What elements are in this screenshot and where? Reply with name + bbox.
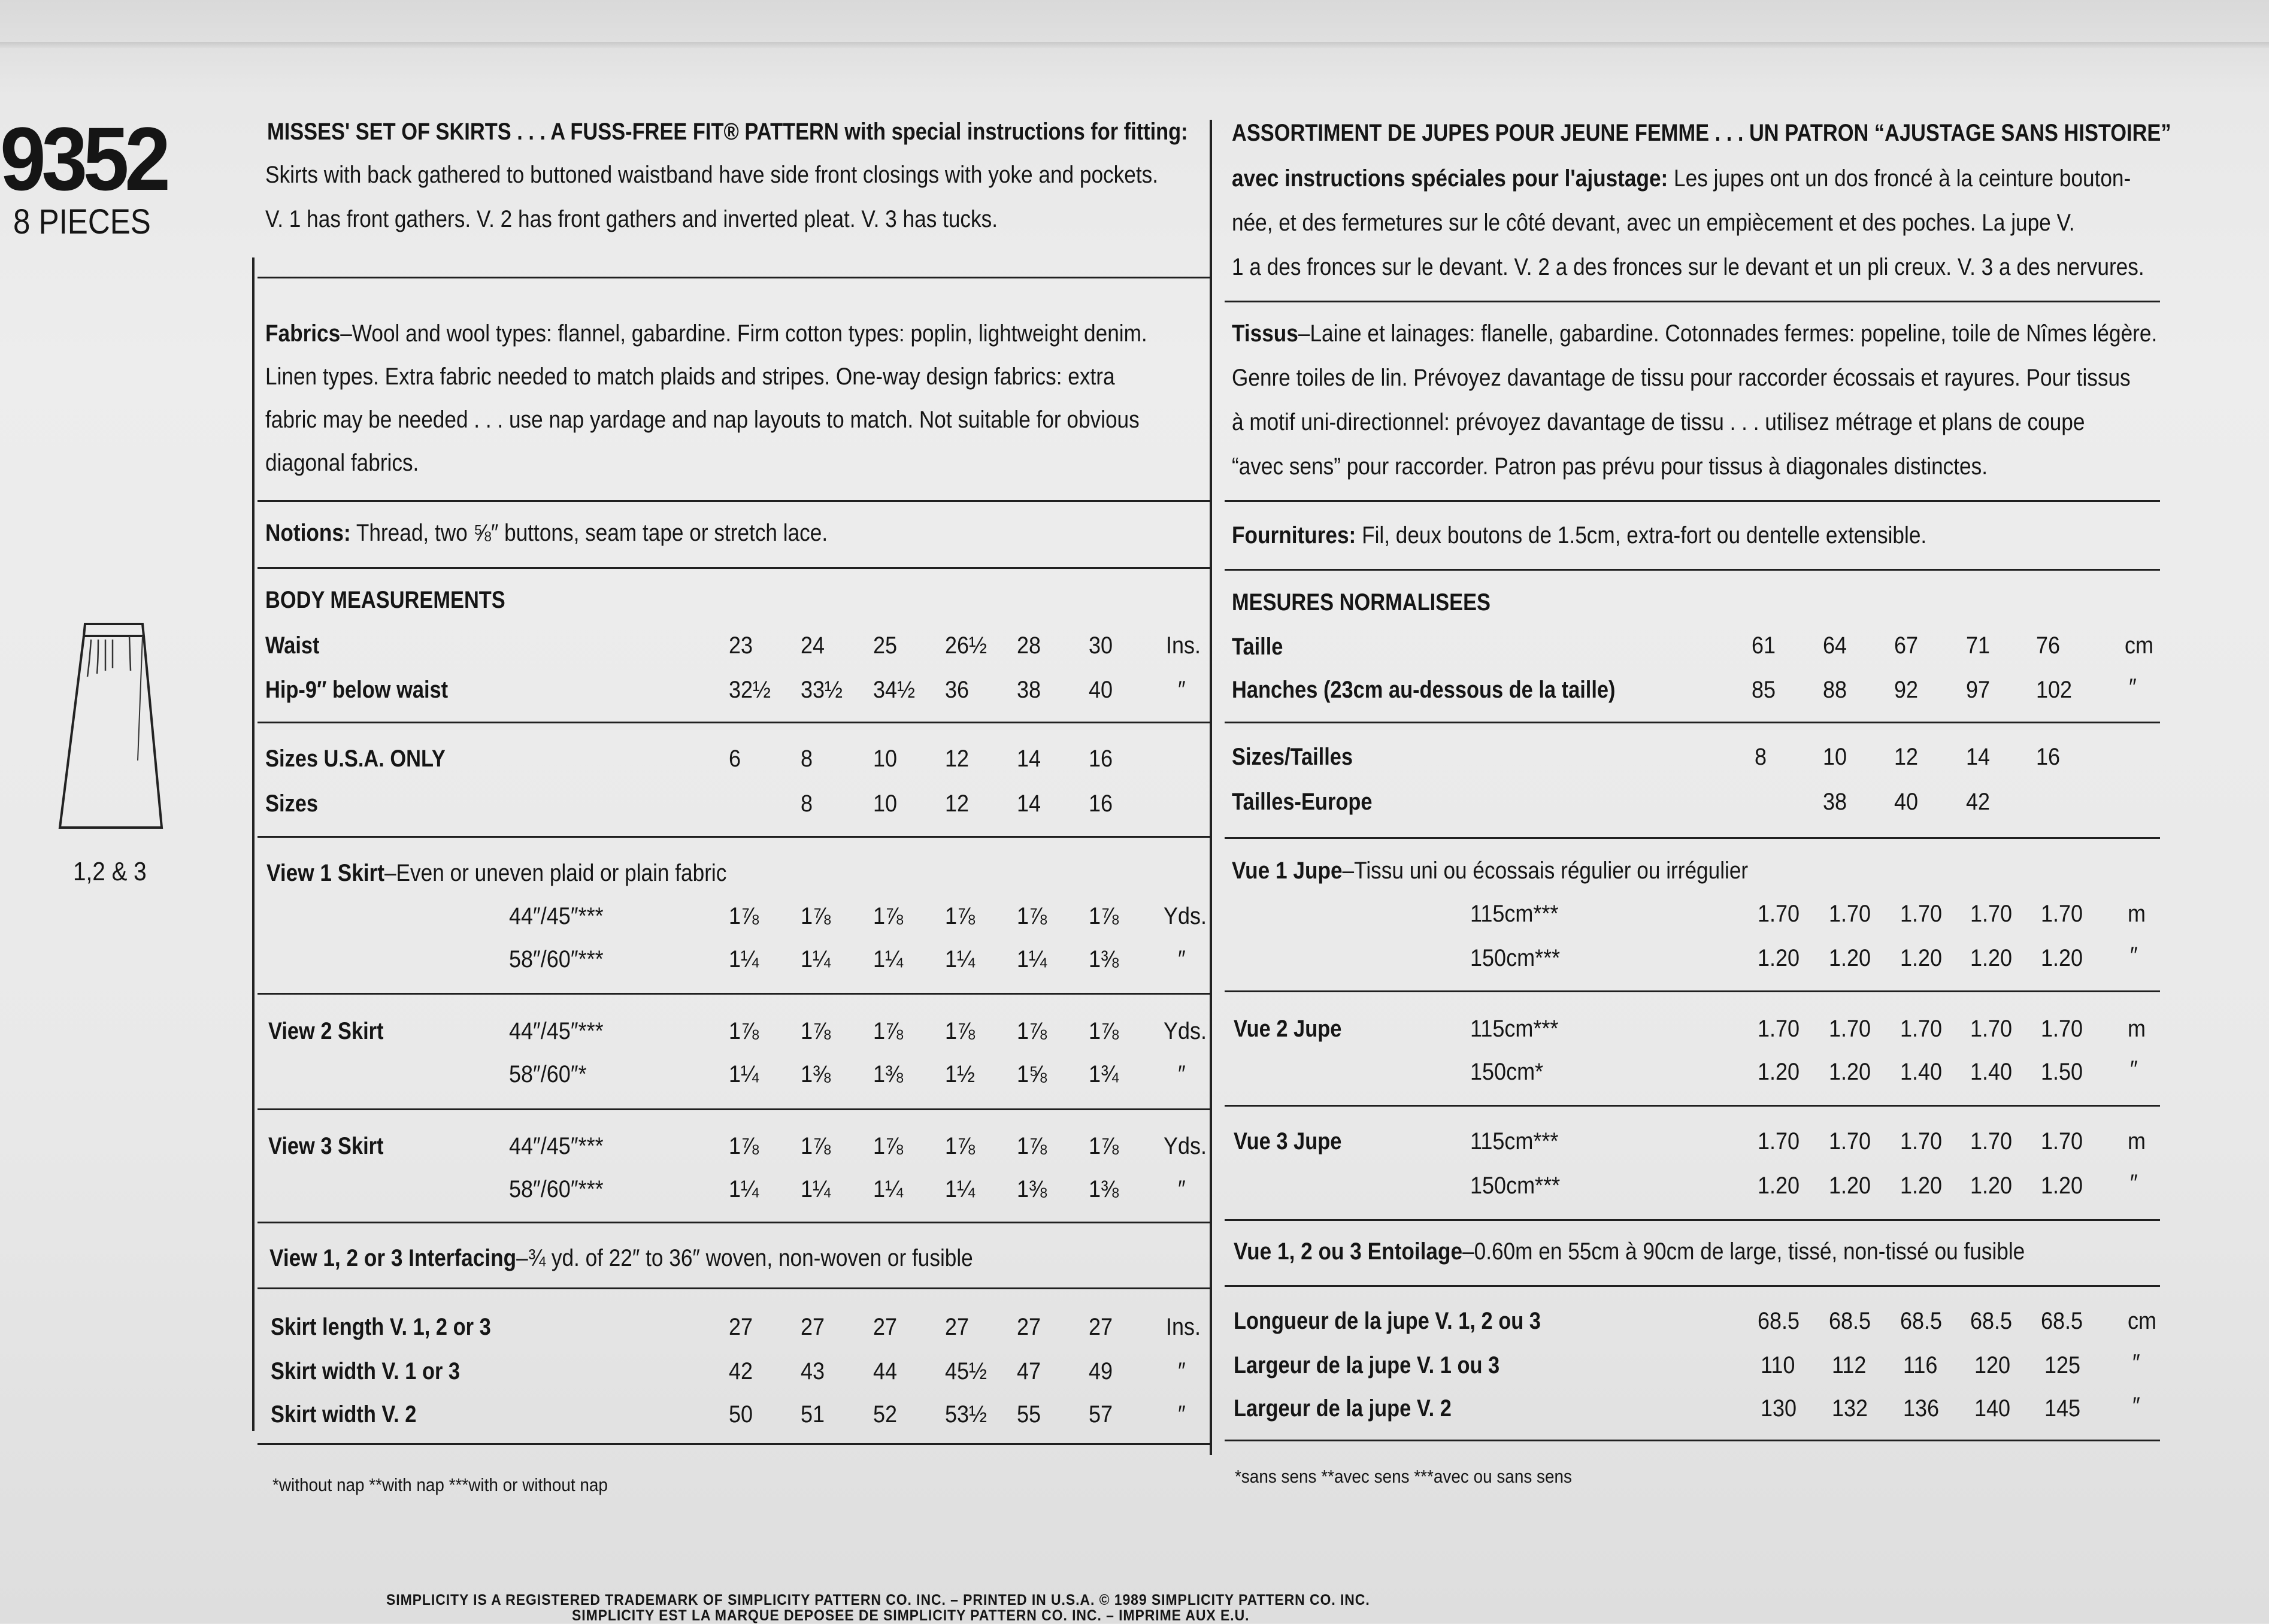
en-hip-value: 33½ bbox=[801, 677, 843, 703]
en-size-usa: 12 bbox=[945, 746, 970, 772]
en-ins-unit: Ins. bbox=[1166, 1314, 1201, 1340]
en-notions-label: Notions: bbox=[265, 520, 351, 546]
en-view1-44-value: 1⅞ bbox=[873, 903, 904, 929]
fr-hip-value: 102 bbox=[2036, 677, 2073, 703]
fr-hip-value: 85 bbox=[1752, 677, 1776, 703]
en-waist-value: 30 bbox=[1089, 632, 1113, 659]
en-view1-44-value: 1⅞ bbox=[1089, 903, 1119, 929]
fr-width-150: 150cm*** bbox=[1470, 945, 1561, 971]
en-view3-58-value: 1¼ bbox=[801, 1176, 831, 1202]
en-width13-value: 45½ bbox=[945, 1358, 987, 1384]
en-hip-value: 38 bbox=[1017, 677, 1041, 703]
fr-europe-size: 42 bbox=[1966, 789, 1991, 815]
fr-hip-value: 88 bbox=[1823, 677, 1847, 703]
fr-notions-label: Fournitures: bbox=[1232, 522, 1356, 549]
fr-divider bbox=[1225, 837, 2160, 839]
en-view1-58-value: 1¼ bbox=[801, 946, 831, 972]
fr-divider bbox=[1225, 990, 2160, 992]
fr-m-unit: m bbox=[2128, 901, 2146, 927]
fr-view3-115-value: 1.70 bbox=[1900, 1128, 1943, 1155]
en-width2-value: 52 bbox=[873, 1401, 898, 1428]
fr-view1-150-value: 1.20 bbox=[1900, 945, 1943, 971]
en-ditto: ″ bbox=[1178, 1401, 1186, 1428]
en-view1-44-value: 1⅞ bbox=[801, 903, 831, 929]
fr-view3-115-value: 1.70 bbox=[1758, 1128, 1800, 1155]
en-width-58: 58″/60″*** bbox=[509, 1176, 604, 1202]
en-notions-text: Thread, two ⅝″ buttons, seam tape or stretch lace. bbox=[356, 520, 828, 546]
en-length-value: 27 bbox=[873, 1314, 898, 1340]
en-view1-58-value: 1¼ bbox=[945, 946, 976, 972]
fr-view2-150-value: 1.50 bbox=[2041, 1059, 2083, 1085]
fr-width13-value: 116 bbox=[1903, 1352, 1938, 1378]
fr-length-value: 68.5 bbox=[2041, 1308, 2083, 1334]
en-fabrics-line: diagonal fabrics. bbox=[265, 450, 419, 476]
en-view1-44-value: 1⅞ bbox=[729, 903, 759, 929]
fr-ditto: ″ bbox=[2130, 943, 2138, 969]
en-view1-desc: –Even or uneven plaid or plain fabric bbox=[384, 860, 727, 886]
fr-width-115: 115cm*** bbox=[1470, 1128, 1559, 1155]
en-size: 12 bbox=[945, 790, 970, 817]
fr-notions bbox=[1232, 521, 1926, 550]
en-view3-58-value: 1¼ bbox=[945, 1176, 976, 1202]
fr-view3-115-value: 1.70 bbox=[1829, 1128, 1871, 1155]
fr-fabrics-line: Genre toiles de lin. Prévoyez davantage de tissu pour raccorder écossais et rayures. Pour tissus bbox=[1232, 365, 2131, 391]
en-view2-58-value: 1¾ bbox=[1089, 1061, 1119, 1087]
fr-divider bbox=[1225, 500, 2160, 502]
en-view1-44-value: 1⅞ bbox=[1017, 903, 1047, 929]
fr-width13-value: 110 bbox=[1761, 1352, 1795, 1378]
en-intro-heading: MISSES' SET OF SKIRTS . . . A FUSS-FREE FIT® PATTERN with special instructions for fitting: bbox=[267, 119, 1188, 145]
fr-view2-115-value: 1.70 bbox=[1900, 1016, 1943, 1042]
fr-view2-150-value: 1.40 bbox=[1900, 1059, 1943, 1085]
en-width13-value: 49 bbox=[1089, 1358, 1113, 1384]
en-width-58-star: 58″/60″* bbox=[509, 1061, 587, 1087]
en-view2-58-value: 1½ bbox=[945, 1061, 976, 1087]
en-size: 10 bbox=[873, 790, 898, 817]
fr-size: 8 bbox=[1755, 744, 1767, 770]
fr-view1-heading bbox=[1232, 856, 1748, 885]
en-width2-value: 55 bbox=[1017, 1401, 1041, 1428]
en-fabrics-line bbox=[265, 319, 1147, 348]
fr-size: 14 bbox=[1966, 744, 1991, 770]
fr-view1-150-value: 1.20 bbox=[1758, 945, 1800, 971]
en-length-value: 27 bbox=[801, 1314, 825, 1340]
en-size-usa: 16 bbox=[1089, 746, 1113, 772]
en-ditto: ″ bbox=[1178, 946, 1186, 972]
en-view3-44-value: 1⅞ bbox=[1089, 1133, 1119, 1159]
fr-width13-label: Largeur de la jupe V. 1 ou 3 bbox=[1234, 1352, 1500, 1378]
en-fabrics-text: –Wool and wool types: flannel, gabardine. Firm cotton types: poplin, lightweight denim. bbox=[340, 320, 1147, 347]
en-width2-value: 50 bbox=[729, 1401, 753, 1428]
en-yds-unit: Yds. bbox=[1164, 1018, 1207, 1044]
en-divider bbox=[258, 500, 1210, 502]
en-length-value: 27 bbox=[729, 1314, 753, 1340]
en-waist-label: Waist bbox=[265, 632, 320, 659]
fr-cm-unit: cm bbox=[2125, 632, 2153, 659]
fr-view2-115-value: 1.70 bbox=[1829, 1016, 1871, 1042]
en-size: 14 bbox=[1017, 790, 1041, 817]
en-yds-unit: Yds. bbox=[1164, 1133, 1207, 1159]
fr-europe-size: 40 bbox=[1894, 789, 1919, 815]
footer-trademark-en: SIMPLICITY IS A REGISTERED TRADEMARK OF SIMPLICITY PATTERN CO. INC. – PRINTED IN U.S.A. © 1989 SIMPLICITY PATTERN CO. INC. bbox=[386, 1592, 1370, 1608]
en-width13-label: Skirt width V. 1 or 3 bbox=[271, 1358, 461, 1384]
en-size-usa: 6 bbox=[729, 746, 741, 772]
en-view2-44-value: 1⅞ bbox=[945, 1018, 976, 1044]
fr-width2-value: 140 bbox=[1974, 1395, 2011, 1422]
fr-fabrics-line: à motif uni-directionnel: prévoyez davantage de tissu . . . utilisez métrage et plans de coupe bbox=[1232, 409, 2085, 435]
fr-intro-text: Les jupes ont un dos froncé à la ceinture bouton- bbox=[1668, 165, 2131, 192]
en-hip-value: 34½ bbox=[873, 677, 916, 703]
fr-ditto: ″ bbox=[2130, 1056, 2138, 1083]
fr-divider bbox=[1225, 1285, 2160, 1287]
en-view2-58-value: 1⅝ bbox=[1017, 1061, 1047, 1087]
fr-length-value: 68.5 bbox=[1970, 1308, 2013, 1334]
fr-size: 16 bbox=[2036, 744, 2061, 770]
en-divider bbox=[258, 722, 1210, 723]
en-ditto: ″ bbox=[1178, 1061, 1186, 1087]
fr-interfacing bbox=[1234, 1237, 2025, 1266]
fr-waist-value: 67 bbox=[1894, 632, 1919, 659]
en-view2-label: View 2 Skirt bbox=[268, 1018, 384, 1044]
en-size-usa: 8 bbox=[801, 746, 813, 772]
pieces-count: 8 PIECES bbox=[13, 202, 151, 241]
en-view2-44-value: 1⅞ bbox=[873, 1018, 904, 1044]
en-view2-44-value: 1⅞ bbox=[801, 1018, 831, 1044]
fr-view3-150-value: 1.20 bbox=[1829, 1172, 1871, 1199]
fr-view1-label: Vue 1 Jupe bbox=[1232, 858, 1343, 884]
fr-hip-value: 97 bbox=[1966, 677, 1991, 703]
fr-waist-value: 71 bbox=[1966, 632, 1991, 659]
fr-waist-value: 64 bbox=[1823, 632, 1847, 659]
en-length-value: 27 bbox=[945, 1314, 970, 1340]
en-view2-58-value: 1¼ bbox=[729, 1061, 759, 1087]
fr-europe-label: Tailles-Europe bbox=[1232, 789, 1373, 815]
en-view1-label: View 1 Skirt bbox=[266, 860, 384, 886]
en-notions bbox=[265, 519, 828, 547]
fr-fabrics-line: “avec sens” pour raccorder. Patron pas prévu pour tissus à diagonales distinctes. bbox=[1232, 453, 1988, 480]
en-view3-58-value: 1⅜ bbox=[1089, 1176, 1119, 1202]
fr-length-label: Longueur de la jupe V. 1, 2 ou 3 bbox=[1234, 1308, 1541, 1334]
fr-view1-115-value: 1.70 bbox=[1970, 901, 2013, 927]
en-view3-44-value: 1⅞ bbox=[945, 1133, 976, 1159]
fr-view2-150-value: 1.20 bbox=[1758, 1059, 1800, 1085]
fr-waist-value: 61 bbox=[1752, 632, 1776, 659]
fr-width13-value: 112 bbox=[1832, 1352, 1867, 1378]
en-interfacing-text: –¾ yd. of 22″ to 36″ woven, non-woven or fusible bbox=[516, 1245, 973, 1271]
fr-divider bbox=[1225, 1219, 2160, 1221]
pattern-number: 9352 bbox=[0, 108, 166, 209]
left-margin-rule bbox=[252, 257, 255, 1431]
fr-m-unit: m bbox=[2128, 1128, 2146, 1155]
en-fabrics-label: Fabrics bbox=[265, 320, 341, 347]
en-width-58: 58″/60″*** bbox=[509, 946, 604, 972]
fr-ditto: ″ bbox=[2132, 1393, 2140, 1419]
fr-width-150: 150cm*** bbox=[1470, 1172, 1561, 1199]
fr-view3-150-value: 1.20 bbox=[1970, 1172, 2013, 1199]
en-view1-58-value: 1¼ bbox=[873, 946, 904, 972]
en-waist-value: 24 bbox=[801, 632, 825, 659]
en-divider bbox=[258, 277, 1210, 278]
fr-width2-value: 130 bbox=[1761, 1395, 1797, 1422]
en-divider bbox=[258, 1287, 1210, 1289]
fr-europe-size: 38 bbox=[1823, 789, 1847, 815]
en-intro-line: Skirts with back gathered to buttoned waistband have side front closings with yoke and pockets. bbox=[265, 162, 1158, 188]
fr-intro-line bbox=[1232, 164, 2131, 193]
en-view1-44-value: 1⅞ bbox=[945, 903, 976, 929]
fr-view3-150-value: 1.20 bbox=[1758, 1172, 1800, 1199]
fr-width2-value: 136 bbox=[1903, 1395, 1940, 1422]
en-divider bbox=[258, 1108, 1210, 1110]
fr-view1-150-value: 1.20 bbox=[1829, 945, 1871, 971]
en-length-label: Skirt length V. 1, 2 or 3 bbox=[271, 1314, 491, 1340]
fr-width2-value: 132 bbox=[1832, 1395, 1868, 1422]
fr-hip-value: 92 bbox=[1894, 677, 1919, 703]
paper-crease bbox=[0, 42, 2269, 48]
en-hip-value: 36 bbox=[945, 677, 970, 703]
fr-size: 10 bbox=[1823, 744, 1847, 770]
en-size-usa: 10 bbox=[873, 746, 898, 772]
en-waist-value: 26½ bbox=[945, 632, 987, 659]
en-view3-58-value: 1¼ bbox=[729, 1176, 759, 1202]
en-width-44: 44″/45″*** bbox=[509, 1133, 604, 1159]
en-intro-line: V. 1 has front gathers. V. 2 has front gathers and inverted pleat. V. 3 has tucks. bbox=[265, 206, 998, 232]
en-width13-value: 47 bbox=[1017, 1358, 1041, 1384]
fr-cm-unit: cm bbox=[2128, 1308, 2156, 1334]
en-size: 8 bbox=[801, 790, 813, 817]
fr-width13-value: 120 bbox=[1974, 1352, 2011, 1378]
fr-view3-150-value: 1.20 bbox=[2041, 1172, 2083, 1199]
fr-view2-150-value: 1.20 bbox=[1829, 1059, 1871, 1085]
en-fabrics-line: Linen types. Extra fabric needed to match plaids and stripes. One-way design fabrics: extra bbox=[265, 363, 1115, 390]
fr-length-value: 68.5 bbox=[1758, 1308, 1800, 1334]
en-divider bbox=[258, 1443, 1210, 1445]
en-size-usa: 14 bbox=[1017, 746, 1041, 772]
fr-fabrics-text: –Laine et lainages: flanelle, gabardine. Cotonnades fermes: popeline, toile de Nîmes légère. bbox=[1298, 320, 2158, 347]
fr-width-150-star: 150cm* bbox=[1470, 1059, 1544, 1085]
footer-trademark-fr: SIMPLICITY EST LA MARQUE DEPOSEE DE SIMPLICITY PATTERN CO. INC. – IMPRIME AUX E.U. bbox=[572, 1607, 1250, 1624]
en-hip-value: 40 bbox=[1089, 677, 1113, 703]
skirt-sketch-icon bbox=[54, 611, 174, 844]
en-width13-value: 42 bbox=[729, 1358, 753, 1384]
en-view3-44-value: 1⅞ bbox=[801, 1133, 831, 1159]
en-footnote: *without nap **with nap ***with or without nap bbox=[272, 1474, 608, 1495]
en-view3-label: View 3 Skirt bbox=[268, 1133, 384, 1159]
fr-interfacing-label: Vue 1, 2 ou 3 Entoilage bbox=[1234, 1238, 1463, 1265]
fr-width-115: 115cm*** bbox=[1470, 901, 1559, 927]
fr-width2-value: 145 bbox=[2044, 1395, 2081, 1422]
en-view2-44-value: 1⅞ bbox=[1017, 1018, 1047, 1044]
en-interfacing bbox=[269, 1244, 973, 1272]
en-width13-value: 43 bbox=[801, 1358, 825, 1384]
fr-divider bbox=[1225, 722, 2160, 723]
en-view3-58-value: 1¼ bbox=[873, 1176, 904, 1202]
fr-ditto: ″ bbox=[2129, 674, 2137, 701]
fr-intro-line: 1 a des fronces sur le devant. V. 2 a des fronces sur le devant et un pli creux. V. 3 a des nervures. bbox=[1232, 254, 2144, 280]
en-view2-58-value: 1⅜ bbox=[801, 1061, 831, 1087]
fr-view1-115-value: 1.70 bbox=[1758, 901, 1800, 927]
fr-view3-115-value: 1.70 bbox=[2041, 1128, 2083, 1155]
en-divider bbox=[258, 836, 1210, 838]
en-length-value: 27 bbox=[1017, 1314, 1041, 1340]
en-body-measurements-heading: BODY MEASUREMENTS bbox=[265, 587, 505, 613]
en-view2-44-value: 1⅞ bbox=[729, 1018, 759, 1044]
fr-notions-text: Fil, deux boutons de 1.5cm, extra-fort ou dentelle extensible. bbox=[1362, 522, 1927, 549]
en-width2-value: 53½ bbox=[945, 1401, 987, 1428]
fr-view2-115-value: 1.70 bbox=[1970, 1016, 2013, 1042]
fr-divider bbox=[1225, 569, 2160, 571]
en-waist-value: 25 bbox=[873, 632, 898, 659]
fr-view1-150-value: 1.20 bbox=[2041, 945, 2083, 971]
fr-waist-label: Taille bbox=[1232, 634, 1283, 660]
en-size: 16 bbox=[1089, 790, 1113, 817]
fr-view1-150-value: 1.20 bbox=[1970, 945, 2013, 971]
fr-footnote: *sans sens **avec sens ***avec ou sans sens bbox=[1235, 1466, 1572, 1487]
fr-intro-heading: ASSORTIMENT DE JUPES POUR JEUNE FEMME . . . UN PATRON “AJUSTAGE SANS HISTOIRE” bbox=[1232, 120, 2171, 146]
en-view1-58-value: 1⅜ bbox=[1089, 946, 1119, 972]
en-yds-unit: Yds. bbox=[1164, 903, 1207, 929]
fr-intro-line: née, et des fermetures sur le côté devant, avec un empiècement et des poches. La jupe V. bbox=[1232, 210, 2075, 236]
center-column-rule bbox=[1210, 120, 1212, 1455]
en-length-value: 27 bbox=[1089, 1314, 1113, 1340]
en-view3-44-value: 1⅞ bbox=[729, 1133, 759, 1159]
fr-hip-label: Hanches (23cm au-dessous de la taille) bbox=[1232, 677, 1616, 703]
fr-view1-115-value: 1.70 bbox=[2041, 901, 2083, 927]
en-sizes-label: Sizes bbox=[265, 790, 318, 817]
fr-body-measurements-heading: MESURES NORMALISEES bbox=[1232, 589, 1491, 616]
fr-ditto: ″ bbox=[2132, 1350, 2140, 1376]
fr-view3-115-value: 1.70 bbox=[1970, 1128, 2013, 1155]
fr-view2-115-value: 1.70 bbox=[1758, 1016, 1800, 1042]
fr-view2-115-value: 1.70 bbox=[2041, 1016, 2083, 1042]
fr-intro-heading2: avec instructions spéciales pour l'ajustage: bbox=[1232, 165, 1668, 192]
en-width2-value: 57 bbox=[1089, 1401, 1113, 1428]
fr-sizes-label: Sizes/Tailles bbox=[1232, 744, 1353, 770]
fr-divider bbox=[1225, 1440, 2160, 1441]
fr-m-unit: m bbox=[2128, 1016, 2146, 1042]
fr-length-value: 68.5 bbox=[1900, 1308, 1943, 1334]
fr-view1-115-value: 1.70 bbox=[1900, 901, 1943, 927]
en-ditto: ″ bbox=[1178, 677, 1186, 703]
fr-view2-150-value: 1.40 bbox=[1970, 1059, 2013, 1085]
fr-length-value: 68.5 bbox=[1829, 1308, 1871, 1334]
en-view1-58-value: 1¼ bbox=[729, 946, 759, 972]
en-view3-44-value: 1⅞ bbox=[873, 1133, 904, 1159]
fr-divider bbox=[1225, 1105, 2160, 1107]
en-fabrics-line: fabric may be needed . . . use nap yardage and nap layouts to match. Not suitable for obvious bbox=[265, 407, 1140, 433]
fr-divider bbox=[1225, 301, 2160, 302]
en-view2-58-value: 1⅜ bbox=[873, 1061, 904, 1087]
en-waist-unit: Ins. bbox=[1166, 632, 1201, 659]
en-ditto: ″ bbox=[1178, 1358, 1186, 1384]
en-divider bbox=[258, 1222, 1210, 1223]
fr-view1-desc: –Tissu uni ou écossais régulier ou irrégulier bbox=[1342, 858, 1749, 884]
fr-view3-150-value: 1.20 bbox=[1900, 1172, 1943, 1199]
fr-fabrics-label: Tissus bbox=[1232, 320, 1298, 347]
fr-view2-label: Vue 2 Jupe bbox=[1234, 1016, 1342, 1042]
en-view3-58-value: 1⅜ bbox=[1017, 1176, 1047, 1202]
en-width2-value: 51 bbox=[801, 1401, 825, 1428]
en-width2-label: Skirt width V. 2 bbox=[271, 1401, 417, 1428]
en-view1-heading bbox=[266, 859, 726, 887]
en-divider bbox=[258, 567, 1210, 569]
fr-fabrics-line bbox=[1232, 319, 2157, 348]
en-view3-44-value: 1⅞ bbox=[1017, 1133, 1047, 1159]
en-waist-value: 23 bbox=[729, 632, 753, 659]
en-view1-58-value: 1¼ bbox=[1017, 946, 1047, 972]
en-interfacing-label: View 1, 2 or 3 Interfacing bbox=[269, 1245, 517, 1271]
fr-view3-label: Vue 3 Jupe bbox=[1234, 1128, 1342, 1155]
en-width-44: 44″/45″*** bbox=[509, 903, 604, 929]
en-width13-value: 44 bbox=[873, 1358, 898, 1384]
en-hip-value: 32½ bbox=[729, 677, 771, 703]
en-width-44: 44″/45″*** bbox=[509, 1018, 604, 1044]
fr-size: 12 bbox=[1894, 744, 1919, 770]
fr-width-115: 115cm*** bbox=[1470, 1016, 1559, 1042]
en-view2-44-value: 1⅞ bbox=[1089, 1018, 1119, 1044]
views-label: 1,2 & 3 bbox=[73, 857, 147, 886]
fr-width13-value: 125 bbox=[2044, 1352, 2081, 1378]
en-ditto: ″ bbox=[1178, 1176, 1186, 1202]
en-waist-value: 28 bbox=[1017, 632, 1041, 659]
fr-ditto: ″ bbox=[2130, 1170, 2138, 1196]
en-divider bbox=[258, 993, 1210, 995]
fr-interfacing-text: –0.60m en 55cm à 90cm de large, tissé, non-tissé ou fusible bbox=[1462, 1238, 2025, 1265]
en-sizes-usa-label: Sizes U.S.A. ONLY bbox=[265, 746, 446, 772]
fr-view1-115-value: 1.70 bbox=[1829, 901, 1871, 927]
en-hip-label: Hip-9″ below waist bbox=[265, 677, 449, 703]
fr-width2-label: Largeur de la jupe V. 2 bbox=[1234, 1395, 1452, 1422]
fr-waist-value: 76 bbox=[2036, 632, 2061, 659]
